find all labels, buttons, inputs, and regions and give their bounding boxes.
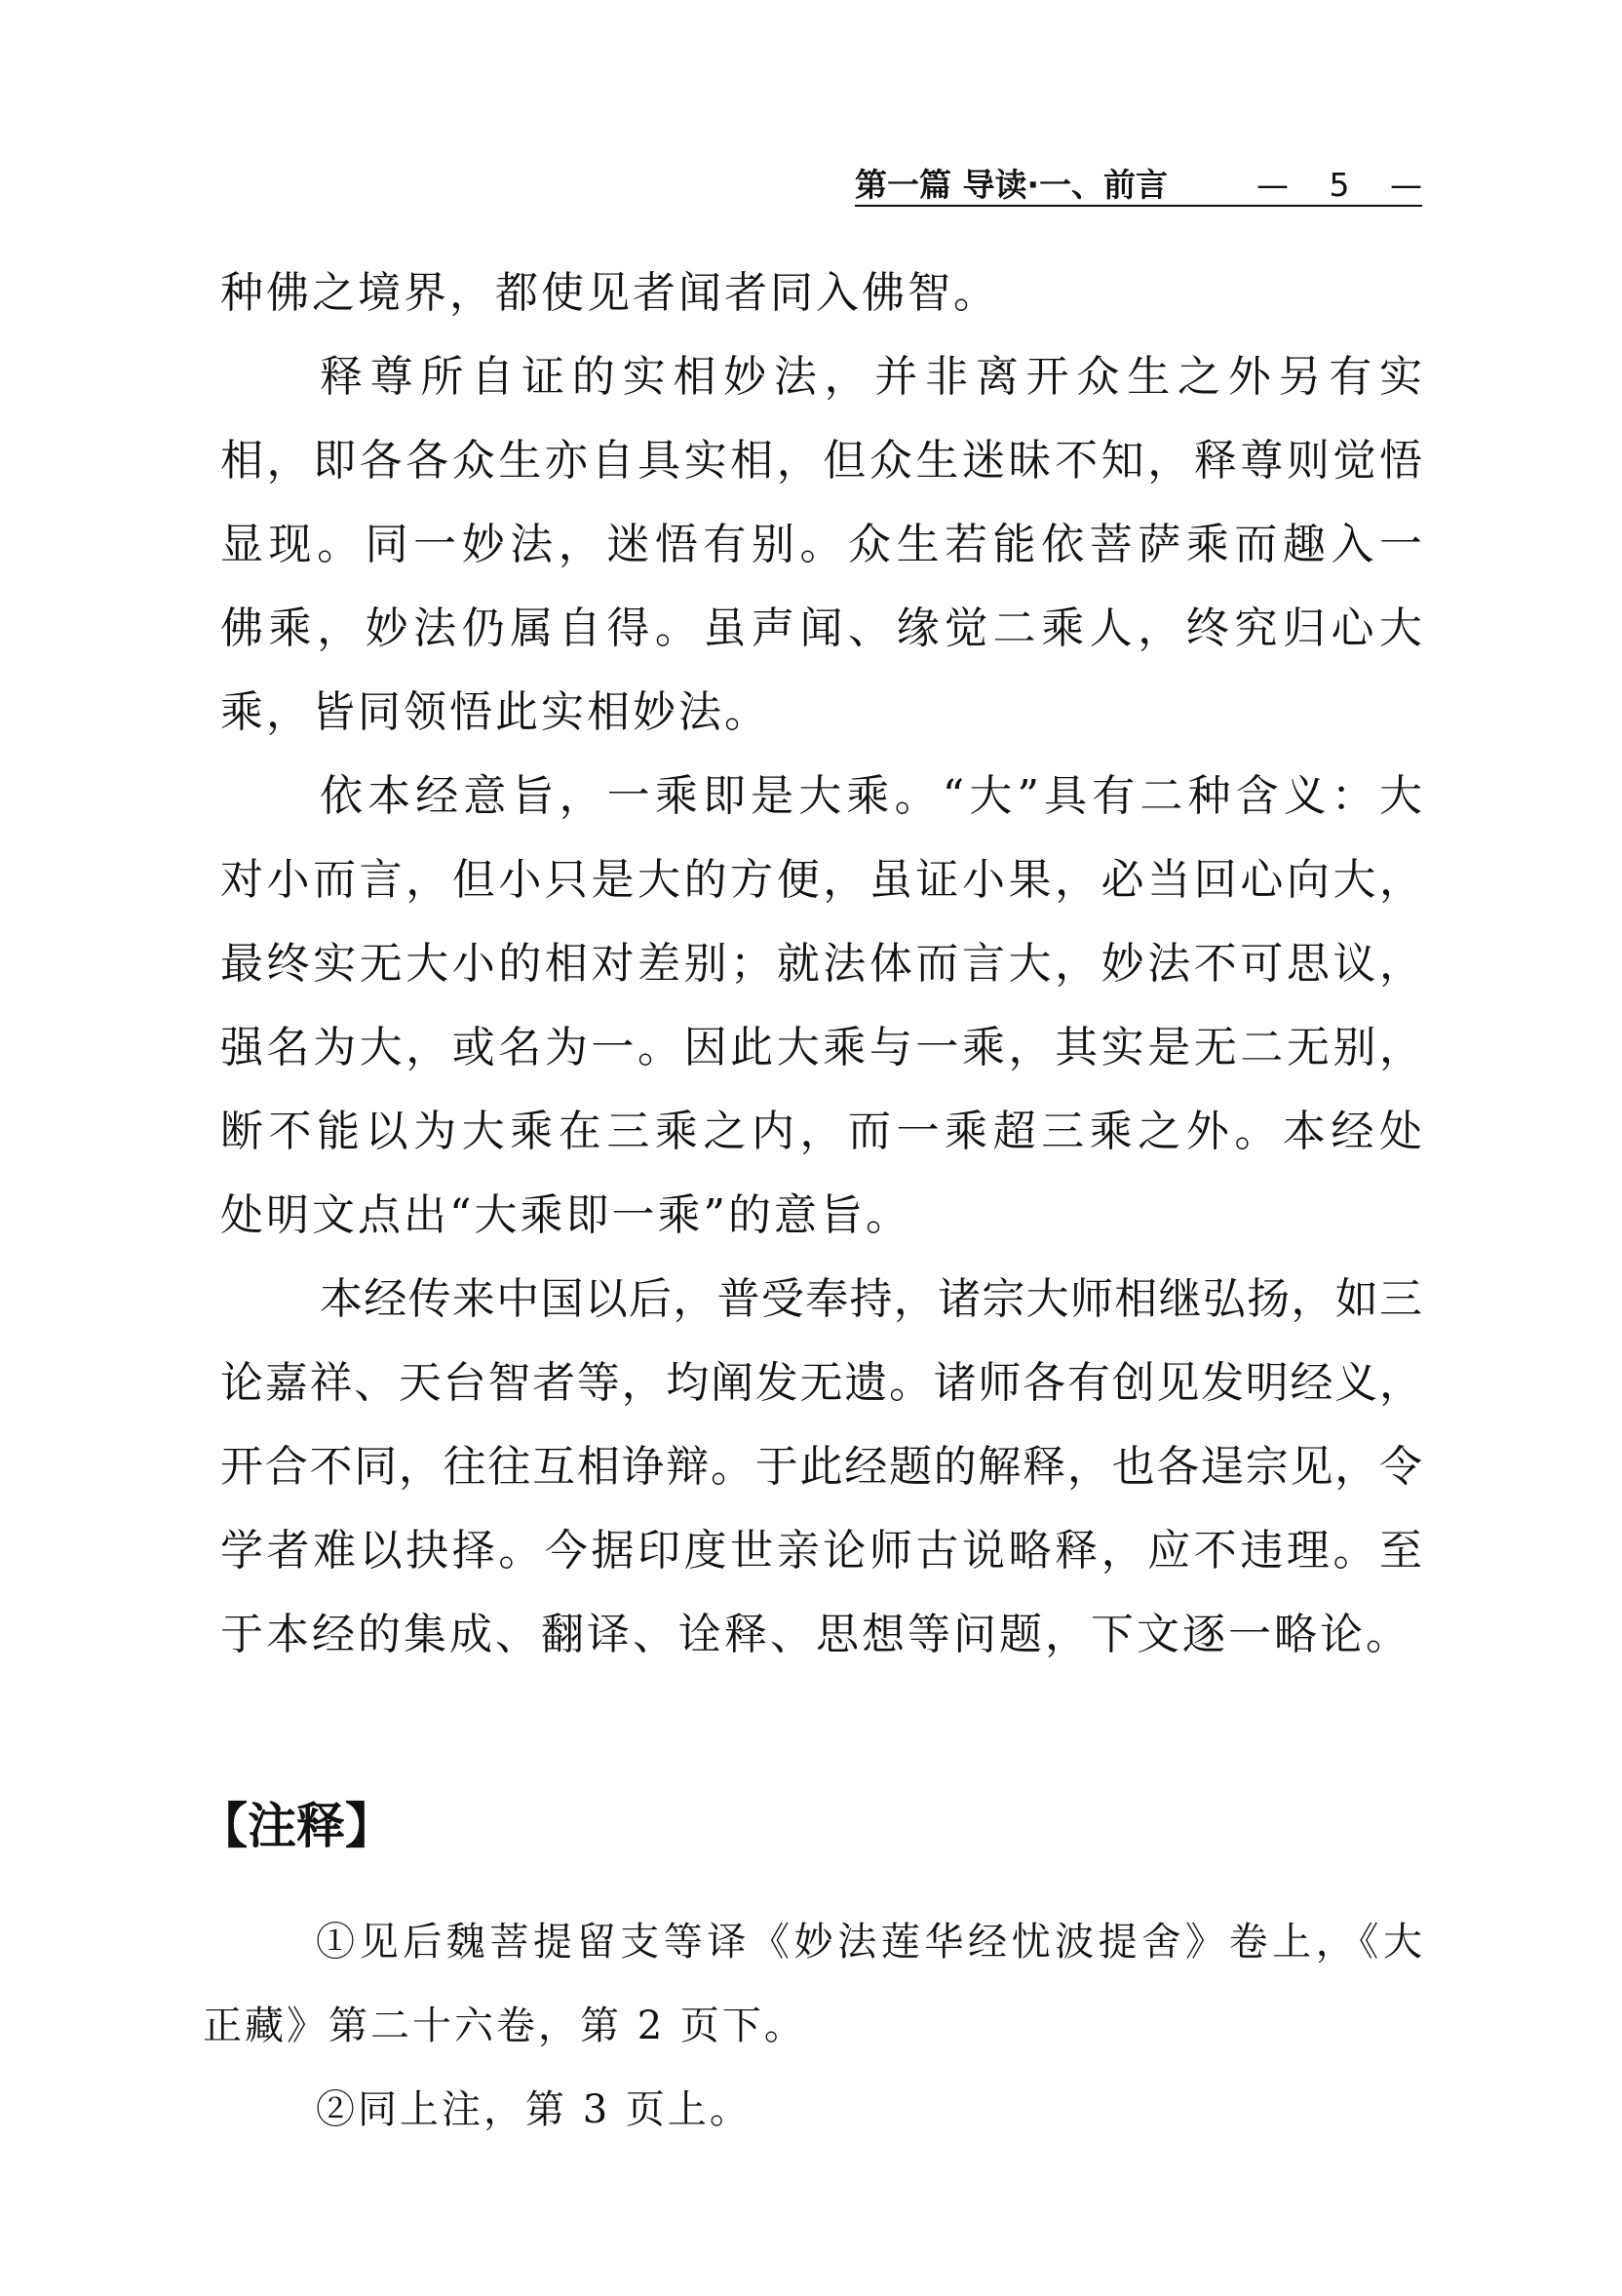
paragraph xyxy=(220,755,1422,1258)
body-line: 开合不同，往往互相诤辩。于此经题的解释，也各逞宗见，令 xyxy=(220,1442,1422,1492)
footnote xyxy=(203,2068,1422,2152)
body-line: 断不能以为大乘在三乘之内，而一乘超三乘之外。本经处 xyxy=(220,1107,1422,1156)
paragraph xyxy=(220,252,1422,335)
body-line: 于本经的集成、翻译、诠释、思想等问题，下文逐一略论。 xyxy=(220,1610,1411,1659)
running-head xyxy=(855,166,1422,207)
footnote-line: ①见后魏菩提留支等译《妙法莲华经忧波提舍》卷上，《大 xyxy=(316,1920,1422,1965)
body-line: 相，即各各众生亦自具实相，但众生迷昧不知，释尊则觉悟 xyxy=(220,436,1422,486)
body-line: 强名为大，或名为一。因此大乘与一乘，其实是无二无别， xyxy=(220,1023,1422,1072)
body-line: 佛乘，妙法仍属自得。虽声闻、缘觉二乘人，终究归心大 xyxy=(220,603,1422,653)
body-line: 乘，皆同领悟此实相妙法。 xyxy=(220,687,770,737)
paragraph xyxy=(220,335,1422,755)
body-line: 本经传来中国以后，普受奉持，诸宗大师相继弘扬，如三 xyxy=(320,1274,1422,1324)
body-line: 处明文点出“大乘即一乘”的意旨。 xyxy=(220,1190,911,1240)
body-line: 最终实无大小的相对差别；就法体而言大，妙法不可思议， xyxy=(220,939,1422,989)
body-line: 释尊所自证的实相妙法，并非离开众生之外另有实 xyxy=(320,352,1422,402)
notes-section xyxy=(203,1900,1422,2152)
paragraph xyxy=(220,1258,1422,1677)
footnote-line: ②同上注，第 3 页上。 xyxy=(316,2087,752,2132)
body-line: 对小而言，但小只是大的方便，虽证小果，必当回心向大， xyxy=(220,855,1422,905)
body-line: 学者难以抉择。今据印度世亲论师古说略释，应不违理。至 xyxy=(220,1526,1422,1576)
body-line: 种佛之境界，都使见者闻者同入佛智。 xyxy=(220,268,999,318)
body-text xyxy=(220,252,1422,1677)
notes-heading: 【注释】 xyxy=(199,1797,394,1854)
body-line: 依本经意旨，一乘即是大乘。“大”具有二种含义：大 xyxy=(320,771,1422,821)
page-number: — 5 — xyxy=(1256,166,1422,204)
body-line: 论嘉祥、天台智者等，均阐发无遗。诸师各有创见发明经义， xyxy=(220,1358,1422,1408)
footnote-line: 正藏》第二十六卷，第 2 页下。 xyxy=(203,2004,806,2048)
body-line: 显现。同一妙法，迷悟有别。众生若能依菩萨乘而趣入一 xyxy=(220,520,1422,569)
footnote xyxy=(203,1900,1422,2068)
running-head-title: 第一篇 导读·一、前言 xyxy=(855,166,1169,204)
